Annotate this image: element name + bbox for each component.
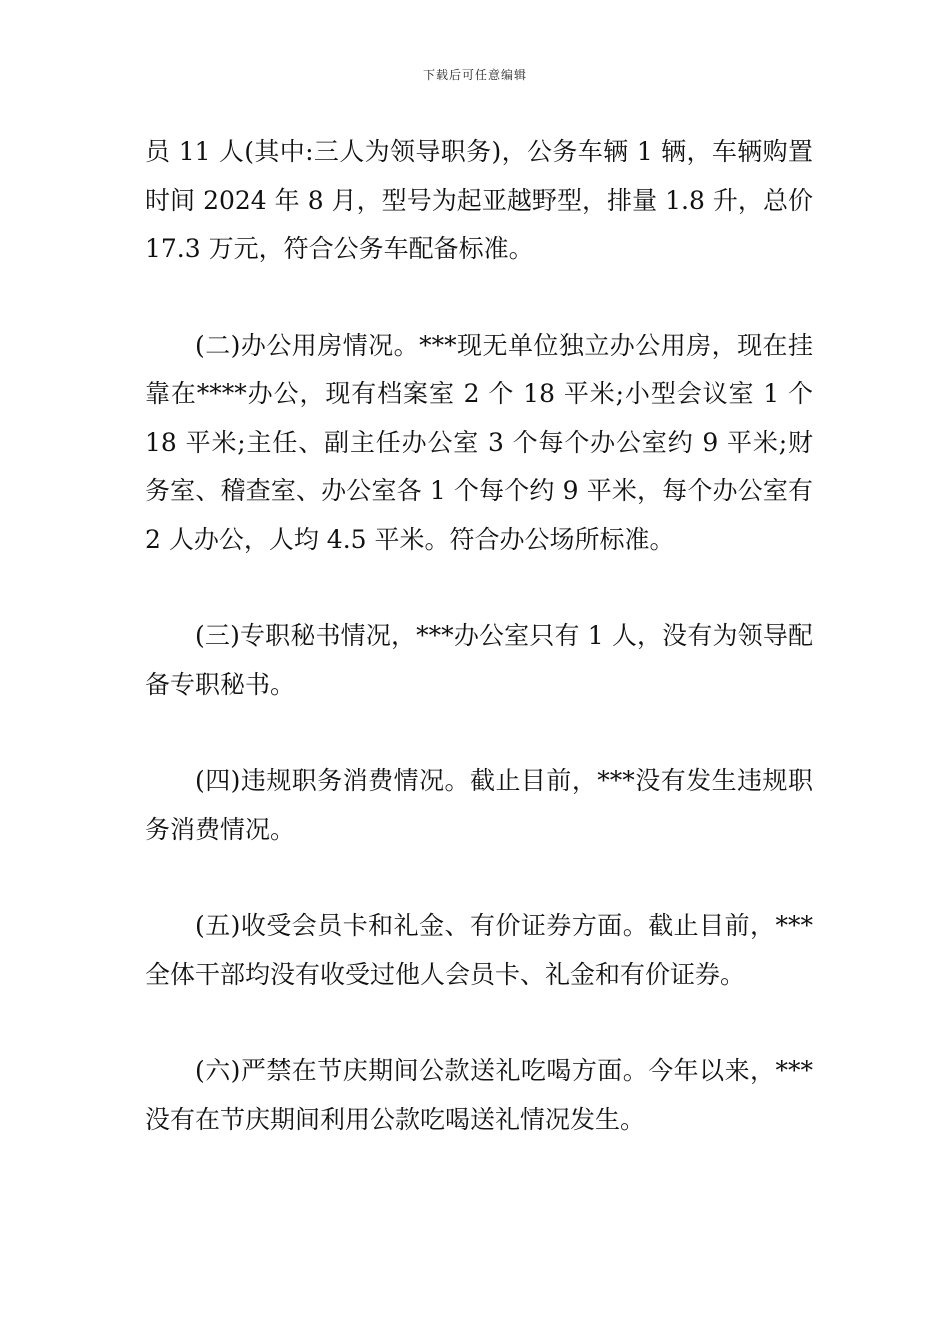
paragraph-vehicle: 员 11 人(其中:三人为领导职务)，公务车辆 1 辆，车辆购置时间 2024 年 8 月，型号为起亚越野型，排量 1.8 升，总价 17.3 万元，符合公务车配备标准。 xyxy=(145,137,813,263)
paragraph-office-space: (二)办公用房情况。***现无单位独立办公用房，现在挂靠在****办公，现有档案室 2 个 18 平米;小型会议室 1 个 18 平米;主任、副主任办公室 3 个每个办公室约 9 平米;财务室、稽查室、办公室各 1 个每个约 9 平米，每个办公室有 2 人办公，人均 4.5 平米。符合办公场所标准。 xyxy=(145,330,813,554)
document-body xyxy=(145,128,813,1192)
page-header-note: 下载后可任意编辑 xyxy=(422,68,527,82)
paragraph-gifts: (五)收受会员卡和礼金、有价证券方面。截止目前，***全体干部均没有收受过他人会员卡、礼金和有价证券。 xyxy=(145,911,813,989)
paragraph-secretary: (三)专职秘书情况，***办公室只有 1 人，没有为领导配备专职秘书。 xyxy=(145,621,813,699)
paragraph-holiday: (六)严禁在节庆期间公款送礼吃喝方面。今年以来，***没有在节庆期间利用公款吃喝送礼情况发生。 xyxy=(145,1056,813,1134)
paragraph-consumption: (四)违规职务消费情况。截止目前，***没有发生违规职务消费情况。 xyxy=(145,766,813,844)
